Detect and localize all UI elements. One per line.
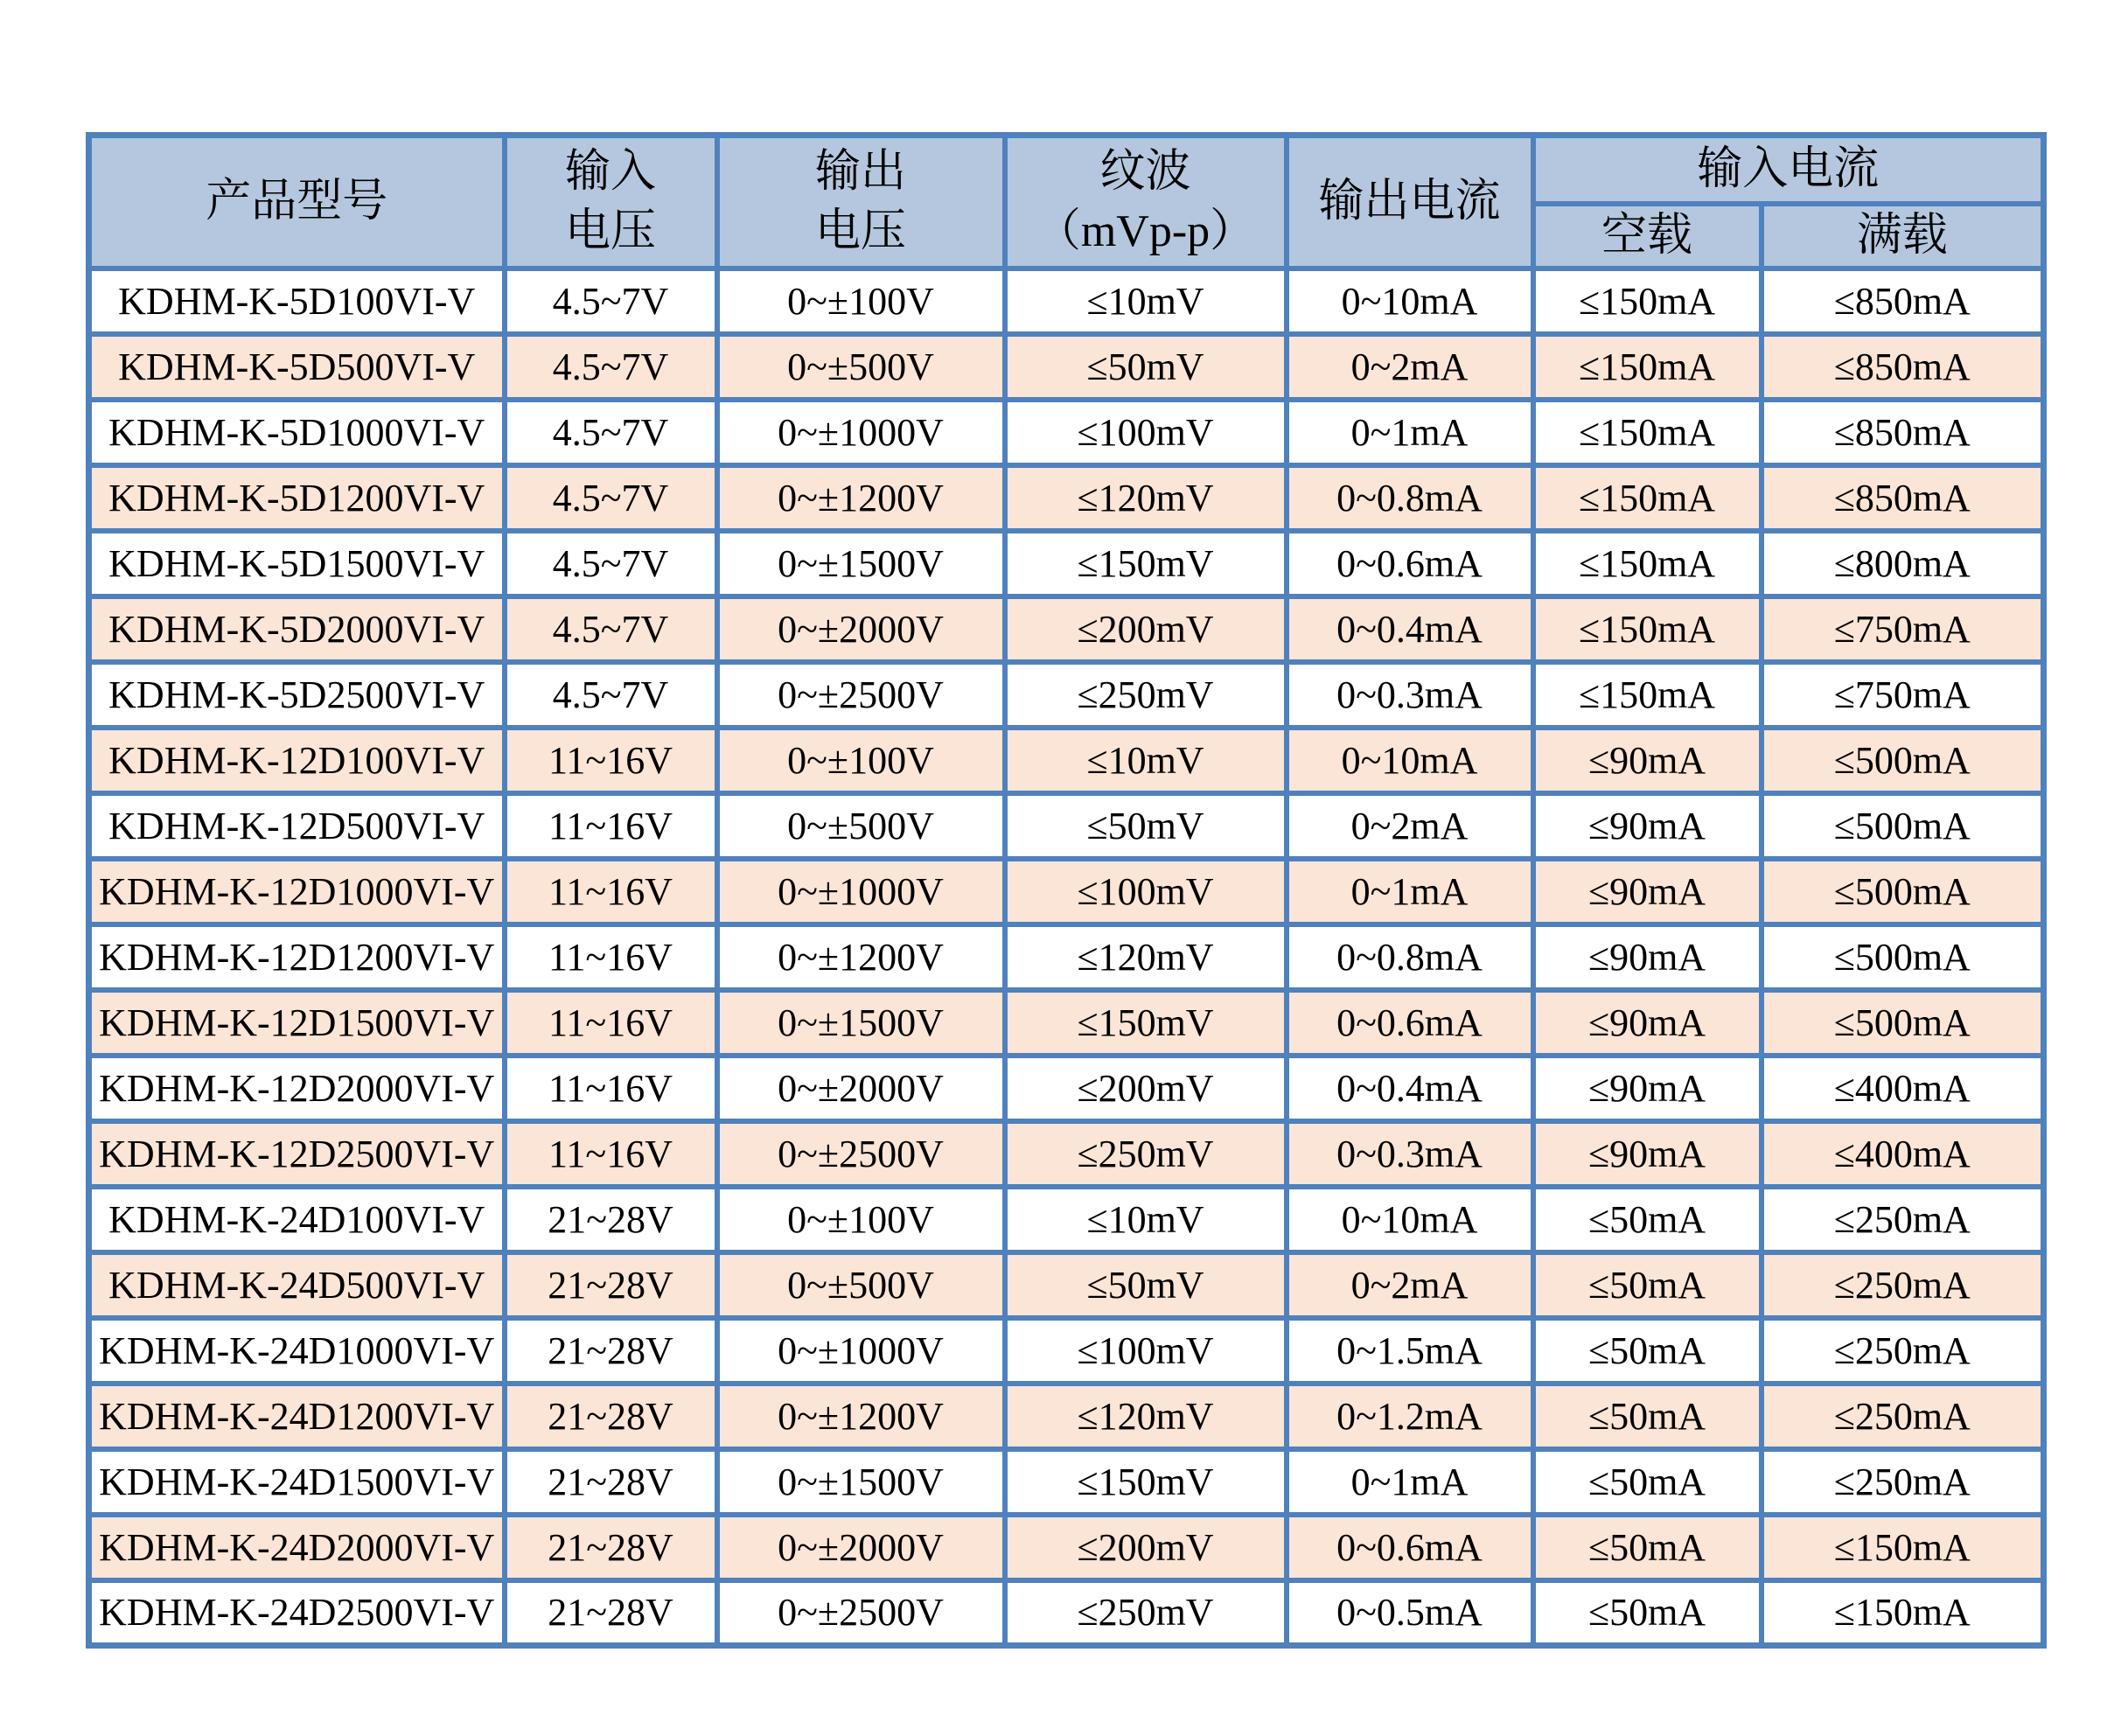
cell-output-current: 0~10mA [1287,1187,1533,1252]
cell-model: KDHM-K-5D2000VI-V [89,596,505,662]
header-input-voltage-line1: 输入 [564,147,656,198]
cell-output-voltage: 0~±2500V [717,1580,1005,1646]
header-row-top [89,136,2044,204]
table-row [89,1187,2044,1252]
cell-ripple: ≤100mV [1005,1318,1287,1384]
cell-output-current: 0~0.6mA [1287,990,1533,1056]
header-output-voltage-line1: 输出 [814,147,906,198]
cell-input-current-full-load: ≤850mA [1762,400,2044,465]
cell-input-current-full-load: ≤800mA [1762,531,2044,596]
cell-model: KDHM-K-5D500VI-V [89,334,505,400]
cell-input-current-no-load: ≤90mA [1533,990,1762,1056]
cell-output-current: 0~0.6mA [1287,531,1533,596]
cell-ripple: ≤10mV [1005,1187,1287,1252]
header-ripple-line1: 纹波 [1099,147,1191,198]
cell-input-current-no-load: ≤90mA [1533,924,1762,990]
cell-output-current: 0~0.6mA [1287,1515,1533,1580]
cell-input-current-full-load: ≤500mA [1762,728,2044,793]
cell-model: KDHM-K-24D1200VI-V [89,1384,505,1449]
table-row [89,334,2044,400]
cell-output-current: 0~0.4mA [1287,596,1533,662]
cell-output-voltage: 0~±1000V [717,400,1005,465]
cell-ripple: ≤100mV [1005,859,1287,924]
cell-output-current: 0~0.8mA [1287,924,1533,990]
header-output-current: 输出电流 [1287,136,1533,268]
cell-input-voltage: 11~16V [505,924,717,990]
cell-input-current-full-load: ≤150mA [1762,1515,2044,1580]
cell-output-voltage: 0~±100V [717,1187,1005,1252]
table-row [89,1515,2044,1580]
cell-input-current-no-load: ≤50mA [1533,1318,1762,1384]
cell-input-voltage: 11~16V [505,1056,717,1121]
header-output-voltage-line2: 电压 [814,206,906,256]
cell-input-voltage: 11~16V [505,990,717,1056]
cell-input-current-full-load: ≤500mA [1762,924,2044,990]
cell-input-voltage: 21~28V [505,1515,717,1580]
cell-output-voltage: 0~±2500V [717,662,1005,728]
cell-input-current-no-load: ≤50mA [1533,1252,1762,1318]
cell-input-voltage: 21~28V [505,1580,717,1646]
cell-input-current-full-load: ≤150mA [1762,1580,2044,1646]
cell-input-voltage: 11~16V [505,793,717,859]
table-row [89,596,2044,662]
cell-output-current: 0~0.5mA [1287,1580,1533,1646]
cell-output-current: 0~0.3mA [1287,662,1533,728]
cell-input-voltage: 11~16V [505,728,717,793]
cell-model: KDHM-K-24D1000VI-V [89,1318,505,1384]
cell-model: KDHM-K-12D1200VI-V [89,924,505,990]
table-row [89,1384,2044,1449]
cell-ripple: ≤200mV [1005,1515,1287,1580]
cell-output-voltage: 0~±2000V [717,596,1005,662]
cell-ripple: ≤50mV [1005,334,1287,400]
cell-model: KDHM-K-5D1500VI-V [89,531,505,596]
table-row [89,1318,2044,1384]
cell-model: KDHM-K-24D2500VI-V [89,1580,505,1646]
cell-input-current-full-load: ≤750mA [1762,596,2044,662]
cell-model: KDHM-K-5D2500VI-V [89,662,505,728]
table-row [89,531,2044,596]
cell-model: KDHM-K-12D2000VI-V [89,1056,505,1121]
cell-output-current: 0~1mA [1287,1449,1533,1515]
cell-output-current: 0~2mA [1287,1252,1533,1318]
cell-ripple: ≤120mV [1005,465,1287,531]
cell-output-voltage: 0~±1200V [717,924,1005,990]
cell-output-current: 0~1.5mA [1287,1318,1533,1384]
cell-output-voltage: 0~±1000V [717,1318,1005,1384]
cell-input-voltage: 21~28V [505,1187,717,1252]
cell-input-current-full-load: ≤500mA [1762,990,2044,1056]
cell-output-current: 0~0.4mA [1287,1056,1533,1121]
cell-input-current-full-load: ≤500mA [1762,859,2044,924]
cell-output-current: 0~0.8mA [1287,465,1533,531]
cell-input-voltage: 21~28V [505,1252,717,1318]
cell-input-current-full-load: ≤850mA [1762,268,2044,334]
cell-input-current-full-load: ≤250mA [1762,1318,2044,1384]
cell-ripple: ≤10mV [1005,268,1287,334]
cell-output-voltage: 0~±500V [717,793,1005,859]
cell-input-current-no-load: ≤50mA [1533,1580,1762,1646]
cell-model: KDHM-K-12D100VI-V [89,728,505,793]
cell-input-current-no-load: ≤150mA [1533,596,1762,662]
cell-model: KDHM-K-5D1000VI-V [89,400,505,465]
cell-ripple: ≤10mV [1005,728,1287,793]
cell-ripple: ≤100mV [1005,400,1287,465]
cell-output-voltage: 0~±1000V [717,859,1005,924]
cell-input-voltage: 4.5~7V [505,400,717,465]
product-spec-table [86,132,2047,1649]
cell-model: KDHM-K-5D1200VI-V [89,465,505,531]
cell-output-current: 0~1mA [1287,400,1533,465]
cell-ripple: ≤150mV [1005,990,1287,1056]
cell-model: KDHM-K-24D500VI-V [89,1252,505,1318]
cell-input-current-no-load: ≤150mA [1533,531,1762,596]
cell-ripple: ≤150mV [1005,531,1287,596]
cell-model: KDHM-K-12D500VI-V [89,793,505,859]
cell-input-voltage: 11~16V [505,1121,717,1187]
cell-input-current-no-load: ≤50mA [1533,1515,1762,1580]
cell-input-current-no-load: ≤50mA [1533,1449,1762,1515]
cell-input-current-full-load: ≤250mA [1762,1384,2044,1449]
table-header [89,136,2044,268]
cell-output-voltage: 0~±1200V [717,1384,1005,1449]
header-input-voltage [505,136,717,268]
cell-input-voltage: 4.5~7V [505,662,717,728]
cell-output-voltage: 0~±1500V [717,990,1005,1056]
cell-ripple: ≤250mV [1005,1121,1287,1187]
cell-input-voltage: 4.5~7V [505,465,717,531]
cell-ripple: ≤120mV [1005,924,1287,990]
cell-model: KDHM-K-24D1500VI-V [89,1449,505,1515]
cell-output-voltage: 0~±100V [717,268,1005,334]
header-output-voltage [717,136,1005,268]
cell-output-current: 0~1.2mA [1287,1384,1533,1449]
cell-output-voltage: 0~±500V [717,1252,1005,1318]
cell-input-voltage: 21~28V [505,1318,717,1384]
cell-model: KDHM-K-12D1000VI-V [89,859,505,924]
table-row [89,924,2044,990]
cell-output-voltage: 0~±2000V [717,1056,1005,1121]
cell-model: KDHM-K-24D100VI-V [89,1187,505,1252]
cell-input-current-no-load: ≤150mA [1533,400,1762,465]
table-row [89,1252,2044,1318]
cell-model: KDHM-K-12D1500VI-V [89,990,505,1056]
table-row [89,990,2044,1056]
cell-ripple: ≤50mV [1005,793,1287,859]
cell-output-current: 0~2mA [1287,334,1533,400]
cell-input-current-no-load: ≤90mA [1533,728,1762,793]
cell-output-current: 0~10mA [1287,728,1533,793]
cell-ripple: ≤200mV [1005,1056,1287,1121]
header-input-current-no-load: 空载 [1533,204,1762,268]
table-row [89,662,2044,728]
cell-input-voltage: 11~16V [505,859,717,924]
table-row [89,793,2044,859]
header-ripple-line2: （mVp-p） [1035,206,1256,256]
cell-input-current-full-load: ≤400mA [1762,1056,2044,1121]
table-body [89,268,2044,1646]
cell-output-voltage: 0~±1200V [717,465,1005,531]
cell-input-voltage: 4.5~7V [505,531,717,596]
table-row [89,859,2044,924]
table-row [89,268,2044,334]
table-row [89,1449,2044,1515]
cell-input-voltage: 21~28V [505,1449,717,1515]
header-input-voltage-line2: 电压 [564,206,656,256]
cell-ripple: ≤150mV [1005,1449,1287,1515]
cell-output-voltage: 0~±100V [717,728,1005,793]
cell-input-current-full-load: ≤250mA [1762,1449,2044,1515]
cell-output-current: 0~0.3mA [1287,1121,1533,1187]
cell-input-current-full-load: ≤250mA [1762,1187,2044,1252]
cell-output-voltage: 0~±2500V [717,1121,1005,1187]
cell-input-current-no-load: ≤150mA [1533,662,1762,728]
header-input-current: 输入电流 [1533,136,2044,204]
cell-input-current-full-load: ≤500mA [1762,793,2044,859]
cell-input-current-no-load: ≤90mA [1533,859,1762,924]
cell-ripple: ≤200mV [1005,596,1287,662]
cell-input-current-no-load: ≤90mA [1533,793,1762,859]
cell-input-current-no-load: ≤150mA [1533,268,1762,334]
cell-output-voltage: 0~±500V [717,334,1005,400]
table-row [89,1580,2044,1646]
cell-output-voltage: 0~±1500V [717,531,1005,596]
header-model: 产品型号 [89,136,505,268]
cell-input-current-full-load: ≤850mA [1762,334,2044,400]
cell-input-voltage: 4.5~7V [505,268,717,334]
cell-output-voltage: 0~±2000V [717,1515,1005,1580]
cell-ripple: ≤120mV [1005,1384,1287,1449]
cell-input-current-full-load: ≤850mA [1762,465,2044,531]
cell-output-current: 0~10mA [1287,268,1533,334]
cell-input-voltage: 4.5~7V [505,334,717,400]
table-row [89,465,2044,531]
cell-output-current: 0~1mA [1287,859,1533,924]
cell-input-voltage: 21~28V [505,1384,717,1449]
header-ripple [1005,136,1287,268]
cell-ripple: ≤250mV [1005,662,1287,728]
cell-input-current-full-load: ≤750mA [1762,662,2044,728]
cell-model: KDHM-K-12D2500VI-V [89,1121,505,1187]
cell-input-current-no-load: ≤50mA [1533,1384,1762,1449]
cell-output-voltage: 0~±1500V [717,1449,1005,1515]
cell-input-current-no-load: ≤150mA [1533,334,1762,400]
cell-input-current-no-load: ≤150mA [1533,465,1762,531]
cell-input-current-no-load: ≤50mA [1533,1187,1762,1252]
cell-ripple: ≤250mV [1005,1580,1287,1646]
cell-output-current: 0~2mA [1287,793,1533,859]
header-input-current-full-load: 满载 [1762,204,2044,268]
cell-model: KDHM-K-5D100VI-V [89,268,505,334]
table-row [89,728,2044,793]
cell-input-current-full-load: ≤250mA [1762,1252,2044,1318]
table-row [89,400,2044,465]
cell-model: KDHM-K-24D2000VI-V [89,1515,505,1580]
cell-ripple: ≤50mV [1005,1252,1287,1318]
table-row [89,1121,2044,1187]
table-row [89,1056,2044,1121]
cell-input-voltage: 4.5~7V [505,596,717,662]
cell-input-current-full-load: ≤400mA [1762,1121,2044,1187]
cell-input-current-no-load: ≤90mA [1533,1121,1762,1187]
cell-input-current-no-load: ≤90mA [1533,1056,1762,1121]
